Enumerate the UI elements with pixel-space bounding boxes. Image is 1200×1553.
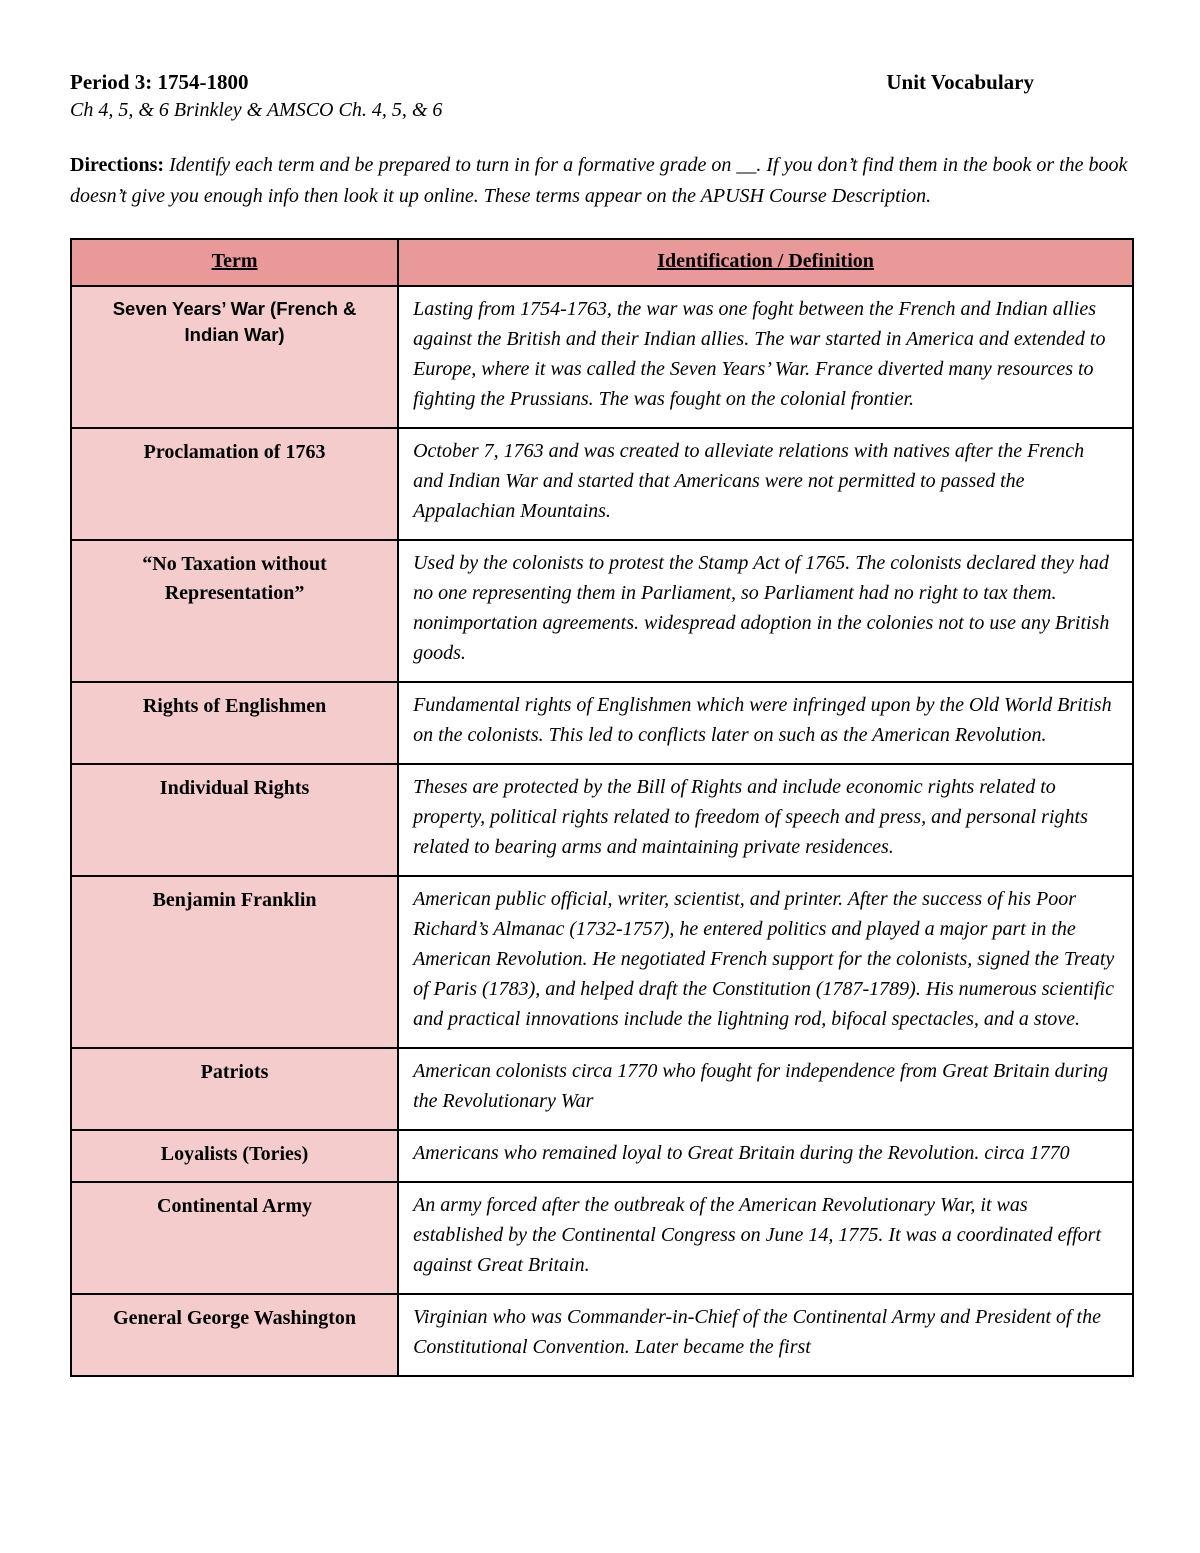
term-cell: Proclamation of 1763 [71, 428, 398, 540]
table-row [71, 1130, 1133, 1182]
definition-cell: American colonists circa 1770 who fought for independence from Great Britain during the Revolutionary War [398, 1048, 1133, 1130]
definition-cell: Used by the colonists to protest the Stamp Act of 1765. The colonists declared they had no one representing them in Parliament, so Parliament had no right to tax them. nonimportation agreements. widespread adoption in the colonies not to use any British goods. [398, 540, 1133, 682]
table-row [71, 286, 1133, 428]
header-row [71, 239, 1133, 286]
term-cell: Loyalists (Tories) [71, 1130, 398, 1182]
directions-label: Directions: [70, 154, 165, 177]
definition-cell: Americans who remained loyal to Great Britain during the Revolution. circa 1770 [398, 1130, 1133, 1182]
term-column-header: Term [71, 239, 398, 286]
table-row [71, 876, 1133, 1048]
term-cell: Rights of Englishmen [71, 682, 398, 764]
definition-cell: October 7, 1763 and was created to alleviate relations with natives after the French and Indian War and started that Americans were not permitted to passed the Appalachian Mountains. [398, 428, 1133, 540]
header-right-title: Unit Vocabulary [886, 70, 1034, 94]
vocab-table-head [71, 239, 1133, 286]
definition-cell: American public official, writer, scientist, and printer. After the success of his Poor Richard’s Almanac (1732-1757), he entered politics and played a major part in the American Revolution. He negotiated French support for the colonists, signed the Treaty of Paris (1783), and helped draft the Constitution (1787-1789). His numerous scientific and practical innovations include the lightning rod, bifocal spectacles, and a stove. [398, 876, 1133, 1048]
table-row [71, 764, 1133, 876]
vocab-table [70, 238, 1134, 1377]
table-row [71, 428, 1133, 540]
directions-text: Identify each term and be prepared to turn in for a formative grade on __. If you don’t find them in the book or the book doesn’t give you enough info then look it up online. These terms appear on the APUSH Course Description. [70, 154, 1128, 207]
term-cell: Benjamin Franklin [71, 876, 398, 1048]
term-cell: “No Taxation without Representation” [71, 540, 398, 682]
term-cell: Patriots [71, 1048, 398, 1130]
page-title: Period 3: 1754-1800 [70, 70, 249, 94]
table-row [71, 1294, 1133, 1376]
directions-paragraph [70, 150, 1134, 211]
table-row [71, 1048, 1133, 1130]
document-header [70, 68, 1134, 96]
term-cell: General George Washington [71, 1294, 398, 1376]
definition-cell: Fundamental rights of Englishmen which were infringed upon by the Old World British on the colonists. This led to conflicts later on such as the American Revolution. [398, 682, 1133, 764]
table-row [71, 682, 1133, 764]
chapter-subtitle: Ch 4, 5, & 6 Brinkley & AMSCO Ch. 4, 5, & 6 [70, 99, 443, 122]
definition-cell: An army forced after the outbreak of the American Revolutionary War, it was established by the Continental Congress on June 14, 1775. It was a coordinated effort against Great Britain. [398, 1182, 1133, 1294]
definition-cell: Theses are protected by the Bill of Rights and include economic rights related to property, political rights related to freedom of speech and press, and personal rights related to bearing arms and maintaining private residences. [398, 764, 1133, 876]
definition-cell: Virginian who was Commander-in-Chief of the Continental Army and President of the Constitutional Convention. Later became the first [398, 1294, 1133, 1376]
term-cell: Individual Rights [71, 764, 398, 876]
table-row [71, 1182, 1133, 1294]
term-cell: Continental Army [71, 1182, 398, 1294]
table-row [71, 540, 1133, 682]
definition-cell: Lasting from 1754-1763, the war was one foght between the French and Indian allies against the British and their Indian allies. The war started in America and extended to Europe, where it was called the Seven Years’ War. France diverted many resources to fighting the Prussians. The was fought on the colonial frontier. [398, 286, 1133, 428]
term-cell: Seven Years’ War (French & Indian War) [71, 286, 398, 428]
definition-column-header: Identification / Definition [398, 239, 1133, 286]
vocab-table-body [71, 286, 1133, 1376]
